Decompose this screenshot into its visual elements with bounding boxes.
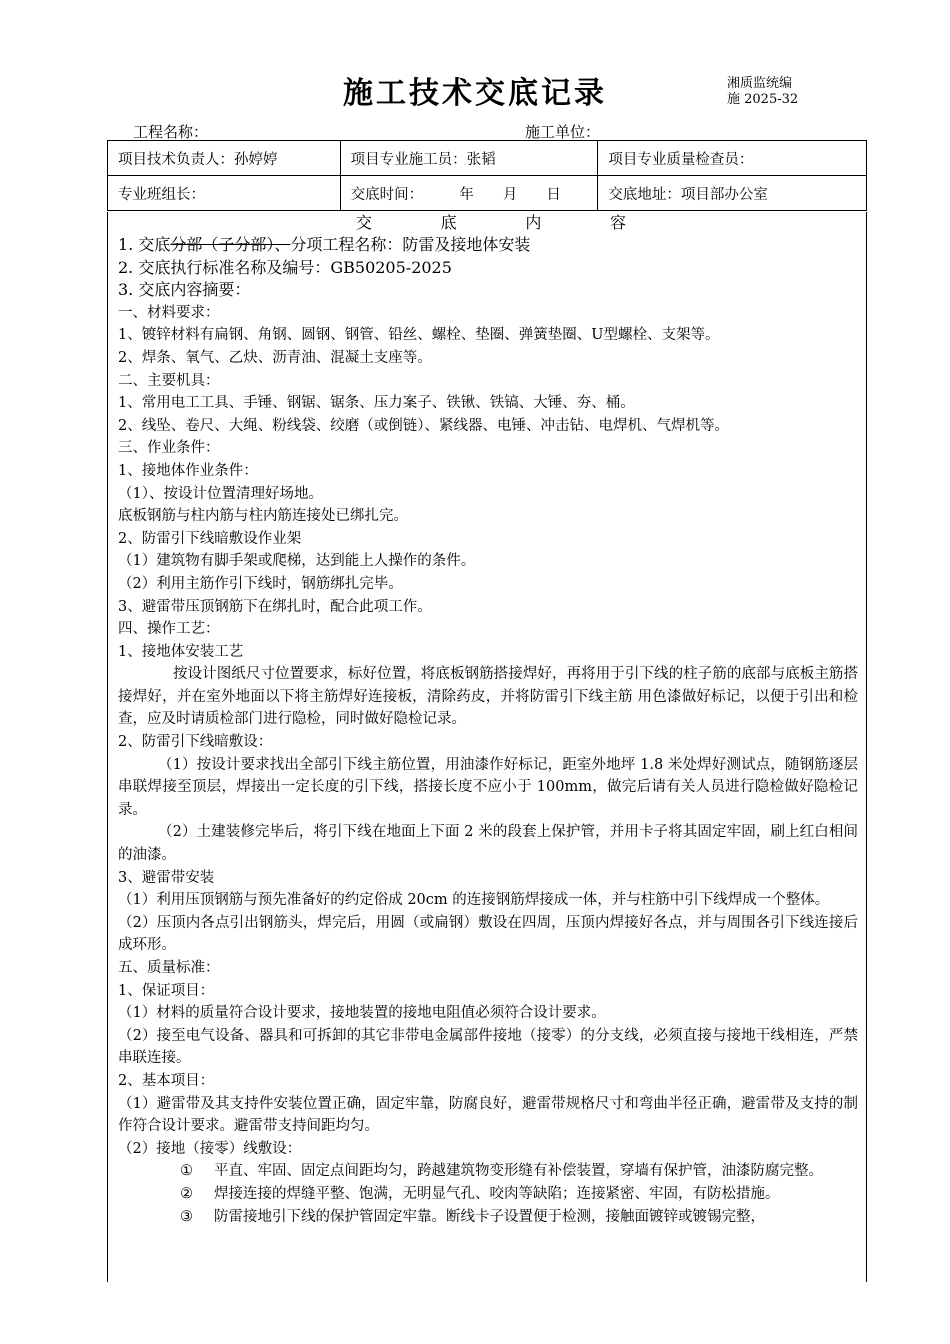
text-line: 1、接地体安装工艺 — [118, 643, 244, 660]
section-heading: 五、质量标准： — [118, 960, 220, 976]
info-table — [107, 140, 867, 211]
circled-number: ① — [180, 1163, 193, 1180]
text-line: 1、常用电工工具、手锤、钢锯、锯条、压力案子、铁锹、铁镐、大锤、夯、桶。 — [118, 395, 635, 412]
briefing-content — [107, 212, 867, 1282]
text-line: 1、保证项目： — [118, 982, 215, 999]
text-line: 底板钢筋与柱内筋与柱内筋连接处已绑扎完。 — [118, 508, 408, 525]
paragraph: （2）接至电气设备、器具和可拆卸的其它非带电金属部件接地（接零）的分支线，必须直接与接地干线相连，严禁串联连接。 — [118, 1027, 858, 1067]
paragraph: （1）利用压顶钢筋与预先准备好的约定俗成 20cm 的连接钢筋焊接成一体，并与柱筋中引下线焊成一个整体。 — [118, 892, 830, 909]
text-line: （2）接地（接零）线敷设： — [118, 1140, 302, 1157]
text-line: （1）建筑物有脚手架或爬梯，达到能上人操作的条件。 — [118, 553, 476, 570]
construction-staff-cell: 项目专业施工员：张韬 — [340, 141, 598, 176]
section-heading: 四、操作工艺： — [118, 621, 220, 638]
text-line: 2、基本项目： — [118, 1072, 215, 1089]
form-code — [727, 76, 798, 108]
form-code-line2: 施 2025-32 — [727, 92, 799, 107]
text-line: 2、焊条、氧气、乙炔、沥青油、混凝土支座等。 — [118, 349, 432, 366]
circled-number: ③ — [180, 1208, 193, 1225]
section-heading: 三、作业条件： — [118, 440, 220, 457]
text-line: （1）材料的质量符合设计要求，接地装置的接地电阻值必须符合设计要求。 — [118, 1005, 606, 1022]
quality-inspector-cell: 项目专业质量检查员： — [598, 141, 867, 176]
heading-char: 内 — [525, 213, 542, 232]
circled-item — [108, 1206, 866, 1229]
text-line: （2）利用主筋作引下线时，钢筋绑扎完毕。 — [118, 575, 403, 592]
heading-char: 交 — [356, 213, 373, 232]
text-line: 1、接地体作业条件： — [118, 462, 258, 479]
paragraph: （1）避雷带及其支持件安装位置正确，固定牢靠，防腐良好，避雷带规格尺寸和弯曲半径正确，避雷带及支持的制作符合设计要求。避雷带支持间距均匀。 — [118, 1095, 858, 1135]
team-leader-cell: 专业班组长： — [108, 176, 341, 211]
circled-text: 防雷接地引下线的保护管固定牢靠。断线卡子设置便于检测，接触面镀锌或镀锡完整， — [214, 1208, 765, 1225]
section-heading: 二、主要机具： — [118, 372, 220, 389]
heading-char: 容 — [609, 213, 626, 232]
text-line: 3、避雷带压顶钢筋下在绑扎时，配合此项工作。 — [118, 598, 432, 615]
circled-item — [108, 1183, 866, 1206]
circled-item — [108, 1160, 866, 1183]
text-line: 2、线坠、卷尺、大绳、粉线袋、绞磨（或倒链）、紧线器、电锤、冲击钻、电焊机、气焊机等。 — [118, 417, 729, 434]
briefing-time-cell: 交底时间： 年 月 日 — [340, 176, 598, 211]
paragraph: （1）按设计要求找出全部引下线主筋位置，用油漆作好标记，距室外地坪 1.8 米处焊好测试点，随钢筋逐层串联焊接至顶层，焊接出一定长度的引下线，搭接长度不应小于 100mm，做完后请有关人员进行隐检做好隐检记录。 — [118, 756, 858, 818]
text-line: 2、防雷引下线暗敷设： — [118, 734, 273, 751]
info-row — [108, 176, 867, 211]
circled-number: ② — [180, 1185, 193, 1202]
technical-lead-cell: 项目技术负责人：孙婷婷 — [108, 141, 341, 176]
construction-unit-label: 施工单位： — [525, 123, 601, 141]
text-line: 1、镀锌材料有扁钢、角钢、圆钢、钢管、铅丝、螺栓、垫圈、弹簧垫圈、U型螺栓、支架等。 — [118, 327, 720, 344]
circled-text: 平直、牢固、固定点间距均匀，跨越建筑物变形缝有补偿装置，穿墙有保护管，油漆防腐完整。 — [214, 1163, 823, 1180]
section-heading: 一、材料要求： — [118, 304, 220, 321]
heading-char: 底 — [440, 213, 457, 232]
info-row — [108, 141, 867, 176]
form-code-line1: 湘质监统编 — [727, 76, 793, 91]
paragraph: （2）土建装修完毕后，将引下线在地面上下面 2 米的段套上保护管，并用卡子将其固定牢固，刷上红白相间的油漆。 — [118, 824, 858, 864]
struck-text: 分部（子分部）、 — [170, 235, 291, 254]
project-name-label: 工程名称： — [133, 123, 209, 141]
item-summary: 3. 交底内容摘要： — [118, 280, 251, 300]
briefing-location-cell: 交底地址：项目部办公室 — [598, 176, 867, 211]
item-project-name: 1. 交底分部（子分部）、分项工程名称：防雷及接地体安装 — [118, 235, 531, 254]
document-title: 施工技术交底记录 — [343, 76, 607, 111]
text-line: 2、防雷引下线暗敷设作业架 — [118, 530, 302, 547]
text-line: （1）、按设计位置清理好场地。 — [118, 485, 323, 502]
paragraph: （2）压顶内各点引出钢筋头，焊完后，用圆（或扁钢）敷设在四周，压顶内焊接好各点，并与周围各引下线连接后成环形。 — [118, 914, 858, 954]
text-line: 3、避雷带安装 — [118, 869, 215, 886]
paragraph: 按设计图纸尺寸位置要求，标好位置，将底板钢筋搭接焊好，再将用于引下线的柱子筋的底部与底板主筋搭接焊好，并在室外地面以下将主筋焊好连接板，清除药皮，并将防雷引下线主筋 用色漆做好标记，以便于引出和检查，应及时请质检部门进行隐检，同时做好隐检记录。 — [118, 666, 858, 728]
circled-text: 焊接连接的焊缝平整、饱满，无明显气孔、咬肉等缺陷；连接紧密、牢固，有防松措施。 — [214, 1185, 780, 1202]
content-heading — [108, 212, 866, 234]
item-standard: 2. 交底执行标准名称及编号：GB50205-2025 — [118, 257, 452, 277]
